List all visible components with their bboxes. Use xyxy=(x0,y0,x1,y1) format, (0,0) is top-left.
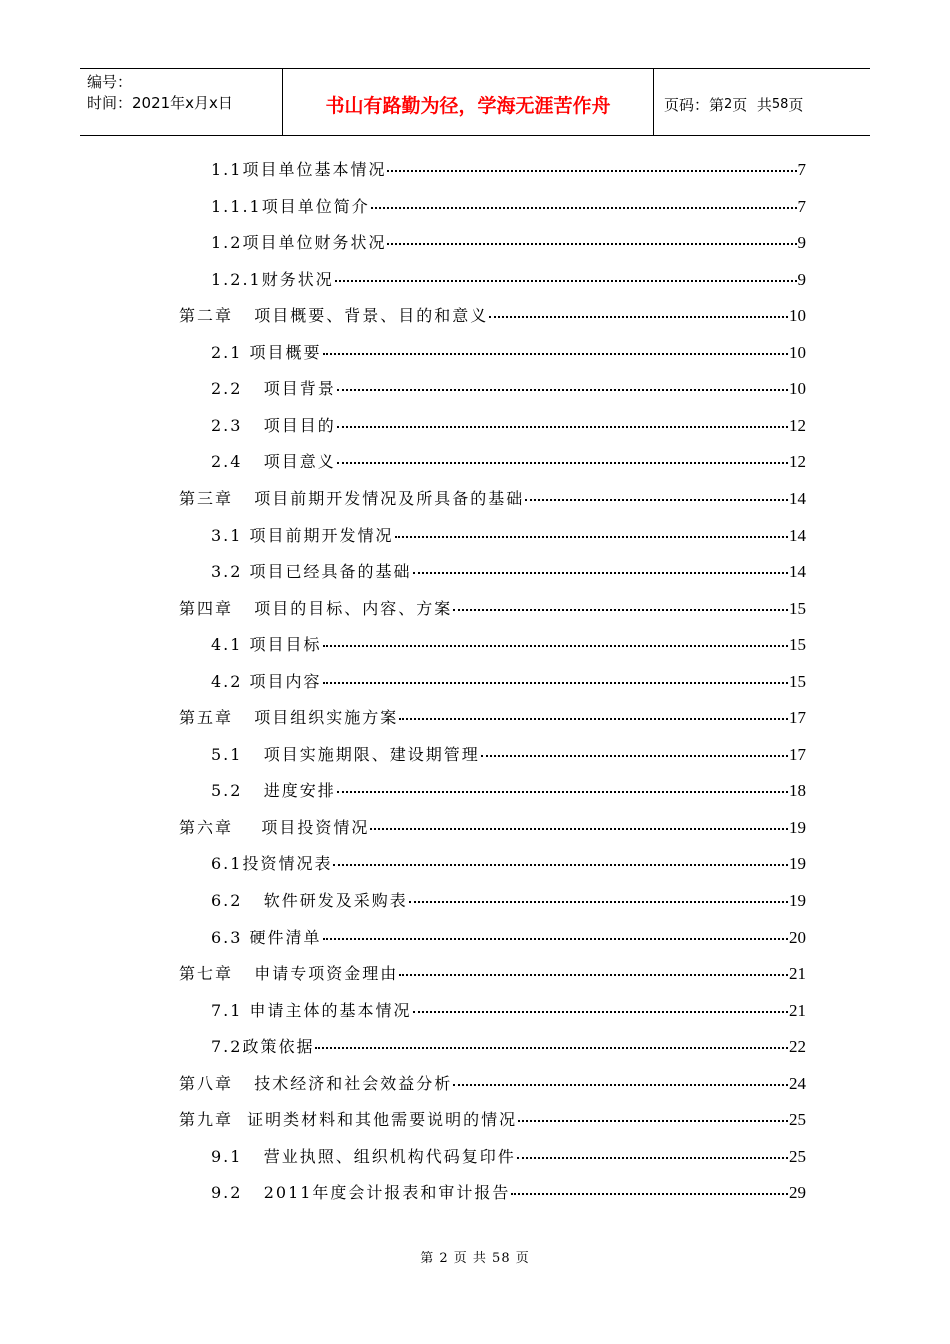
toc-section-entry[interactable] xyxy=(211,524,806,548)
toc-entry-page: 19 xyxy=(789,854,806,873)
header-left-cell xyxy=(80,69,282,135)
toc-entry-page: 10 xyxy=(789,306,806,325)
toc-chapter-entry[interactable] xyxy=(179,487,806,511)
toc-dot-leader xyxy=(518,1120,788,1122)
toc-dot-leader xyxy=(323,353,788,355)
toc-dot-leader xyxy=(315,1047,788,1049)
toc-chapter-entry[interactable] xyxy=(179,962,806,986)
toc-entry-title: 第九章 证明类材料和其他需要说明的情况 xyxy=(179,1110,518,1129)
toc-entry-title: 第四章 项目的目标、内容、方案 xyxy=(179,599,453,618)
toc-dot-leader xyxy=(337,462,788,464)
toc-dot-leader xyxy=(399,718,788,720)
toc-entry-title: 第二章 项目概要、背景、目的和意义 xyxy=(179,306,489,325)
toc-entry-title: 第三章 项目前期开发情况及所具备的基础 xyxy=(179,489,525,508)
toc-entry-title: 6.3 硬件清单 xyxy=(211,928,322,947)
toc-entry-page: 19 xyxy=(789,891,806,910)
toc-entry-title: 9.2 2011年度会计报表和审计报告 xyxy=(211,1183,511,1202)
toc-dot-leader xyxy=(323,938,788,940)
toc-entry-title: 1.2项目单位财务状况 xyxy=(211,233,387,252)
toc-entry-title: 2.1 项目概要 xyxy=(211,343,322,362)
toc-section-entry[interactable] xyxy=(211,926,806,950)
toc-entry-page: 19 xyxy=(789,818,806,837)
toc-section-entry[interactable] xyxy=(211,560,806,584)
toc-entry-page: 12 xyxy=(789,452,806,471)
toc-entry-title: 4.2 项目内容 xyxy=(211,672,322,691)
page-footer: 第 2 页 共 58 页 xyxy=(420,1251,530,1266)
page-header xyxy=(80,68,870,136)
page-info-mid: 页 共 xyxy=(732,95,772,114)
toc-dot-leader xyxy=(335,280,797,282)
toc-dot-leader xyxy=(337,389,788,391)
toc-section-entry[interactable] xyxy=(211,743,806,767)
toc-entry-page: 12 xyxy=(789,416,806,435)
toc-entry-page: 9 xyxy=(797,233,806,252)
toc-chapter-entry[interactable] xyxy=(179,597,806,621)
toc-entry-title: 第七章 申请专项资金理由 xyxy=(179,964,399,983)
page-info-total: 58 xyxy=(771,96,789,112)
toc-dot-leader xyxy=(409,901,788,903)
toc-entry-page: 18 xyxy=(789,781,806,800)
toc-entry-page: 24 xyxy=(789,1074,806,1093)
toc-section-entry[interactable] xyxy=(211,450,806,474)
toc-dot-leader xyxy=(323,682,788,684)
toc-entry-title: 2.2 项目背景 xyxy=(211,379,336,398)
document-number-label: 编号： xyxy=(87,73,133,91)
toc-section-entry[interactable] xyxy=(211,158,806,182)
toc-dot-leader xyxy=(525,499,788,501)
toc-entry-page: 17 xyxy=(789,745,806,764)
toc-entry-page: 21 xyxy=(789,1001,806,1020)
toc-entry-title: 9.1 营业执照、组织机构代码复印件 xyxy=(211,1147,516,1166)
toc-entry-title: 第八章 技术经济和社会效益分析 xyxy=(179,1074,453,1093)
page-info-prefix: 页码：第 xyxy=(664,95,725,114)
toc-chapter-entry[interactable] xyxy=(179,304,806,328)
toc-entry-page: 15 xyxy=(789,672,806,691)
toc-section-entry[interactable] xyxy=(211,414,806,438)
toc-section-entry[interactable] xyxy=(211,195,806,219)
toc-entry-page: 29 xyxy=(789,1183,806,1202)
toc-section-entry[interactable] xyxy=(211,377,806,401)
toc-entry-title: 第六章 项目投资情况 xyxy=(179,818,370,837)
toc-entry-page: 14 xyxy=(789,562,806,581)
toc-dot-leader xyxy=(337,426,788,428)
header-motto-cell xyxy=(282,69,654,135)
toc-dot-leader xyxy=(333,864,788,866)
toc-entry-page: 17 xyxy=(789,708,806,727)
toc-dot-leader xyxy=(387,243,796,245)
toc-chapter-entry[interactable] xyxy=(179,1072,806,1096)
page-info-suffix: 页 xyxy=(788,95,804,114)
toc-entry-title: 7.2政策依据 xyxy=(211,1037,315,1056)
toc-entry-page: 7 xyxy=(797,197,806,216)
toc-entry-title: 3.1 项目前期开发情况 xyxy=(211,526,394,545)
toc-dot-leader xyxy=(453,609,788,611)
toc-dot-leader xyxy=(413,572,788,574)
toc-section-entry[interactable] xyxy=(211,231,806,255)
document-date: 时间：2021年x月x日 xyxy=(87,94,233,112)
toc-entry-title: 5.2 进度安排 xyxy=(211,781,336,800)
toc-entry-title: 第五章 项目组织实施方案 xyxy=(179,708,399,727)
toc-section-entry[interactable] xyxy=(211,852,806,876)
toc-section-entry[interactable] xyxy=(211,670,806,694)
toc-entry-title: 1.1.1项目单位简介 xyxy=(211,197,370,216)
toc-section-entry[interactable] xyxy=(211,1181,806,1205)
page-info-current: 2 xyxy=(724,96,733,112)
toc-section-entry[interactable] xyxy=(211,341,806,365)
toc-chapter-entry[interactable] xyxy=(179,816,806,840)
toc-chapter-entry[interactable] xyxy=(179,706,806,730)
toc-entry-page: 20 xyxy=(789,928,806,947)
toc-entry-title: 5.1 项目实施期限、建设期管理 xyxy=(211,745,480,764)
toc-chapter-entry[interactable] xyxy=(179,1108,806,1132)
toc-entry-page: 25 xyxy=(789,1147,806,1166)
toc-dot-leader xyxy=(387,170,796,172)
toc-entry-page: 10 xyxy=(789,343,806,362)
toc-dot-leader xyxy=(489,316,788,318)
toc-entry-title: 1.2.1财务状况 xyxy=(211,270,334,289)
toc-section-entry[interactable] xyxy=(211,1145,806,1169)
toc-entry-page: 15 xyxy=(789,635,806,654)
toc-entry-page: 7 xyxy=(797,160,806,179)
toc-entry-page: 22 xyxy=(789,1037,806,1056)
toc-entry-page: 14 xyxy=(789,489,806,508)
toc-section-entry[interactable] xyxy=(211,999,806,1023)
toc-entry-title: 2.4 项目意义 xyxy=(211,452,336,471)
toc-entry-title: 3.2 项目已经具备的基础 xyxy=(211,562,412,581)
toc-entry-title: 6.2 软件研发及采购表 xyxy=(211,891,408,910)
toc-entry-title: 2.3 项目目的 xyxy=(211,416,336,435)
toc-section-entry[interactable] xyxy=(211,779,806,803)
toc-entry-page: 25 xyxy=(789,1110,806,1129)
toc-entry-page: 21 xyxy=(789,964,806,983)
toc-section-entry[interactable] xyxy=(211,1035,806,1059)
toc-dot-leader xyxy=(323,645,788,647)
toc-entry-title: 6.1投资情况表 xyxy=(211,854,333,873)
toc-dot-leader xyxy=(395,536,788,538)
toc-dot-leader xyxy=(413,1011,788,1013)
toc-entry-title: 4.1 项目目标 xyxy=(211,635,322,654)
toc-entry-page: 14 xyxy=(789,526,806,545)
toc-entry-page: 10 xyxy=(789,379,806,398)
toc-dot-leader xyxy=(371,207,797,209)
header-page-info xyxy=(654,69,870,135)
toc-dot-leader xyxy=(399,974,788,976)
toc-dot-leader xyxy=(517,1157,788,1159)
toc-section-entry[interactable] xyxy=(211,268,806,292)
toc-entry-page: 9 xyxy=(797,270,806,289)
toc-entry-title: 7.1 申请主体的基本情况 xyxy=(211,1001,412,1020)
toc-dot-leader xyxy=(453,1084,788,1086)
header-motto: 书山有路勤为径，学海无涯苦作舟 xyxy=(325,94,611,117)
toc-section-entry[interactable] xyxy=(211,633,806,657)
toc-dot-leader xyxy=(370,828,788,830)
toc-entry-title: 1.1项目单位基本情况 xyxy=(211,160,387,179)
toc-entry-page: 15 xyxy=(789,599,806,618)
toc-dot-leader xyxy=(511,1193,788,1195)
toc-dot-leader xyxy=(481,755,788,757)
toc-section-entry[interactable] xyxy=(211,889,806,913)
toc-dot-leader xyxy=(337,791,788,793)
